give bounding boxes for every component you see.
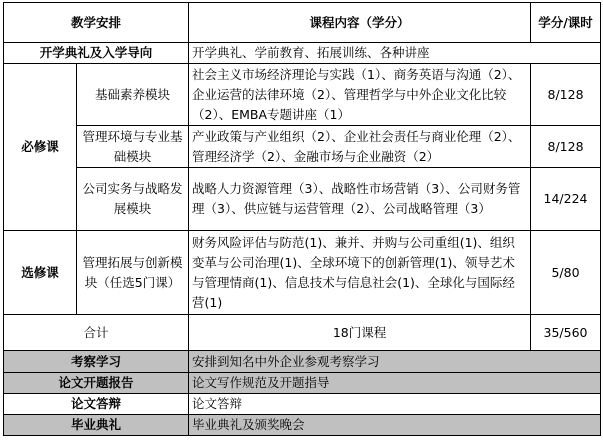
extra-content: 论文写作规范及开题指导	[189, 373, 601, 394]
module-name: 公司实务与战略发展模块	[77, 168, 189, 231]
extra-content: 安排到知名中外企业参观考察学习	[189, 351, 601, 373]
total-credits: 35/560	[531, 315, 601, 351]
elective-module: 管理拓展与创新模块（任选5门课）	[77, 231, 189, 315]
extra-label: 毕业典礼	[4, 415, 189, 436]
table-row	[4, 64, 601, 126]
header-row	[4, 3, 601, 43]
total-label: 合计	[4, 315, 189, 351]
table-row	[4, 373, 601, 394]
module-content: 产业政策与产业组织（2）、企业社会责任与商业伦理（2）、管理经济学（2）、金融市场与企业融资（2）	[189, 126, 531, 168]
total-content: 18门课程	[189, 315, 531, 351]
extra-content: 论文答辩	[189, 394, 601, 415]
module-content: 社会主义市场经济理论与实践（1）、商务英语与沟通（2）、企业运营的法律环境（2）、管理哲学与中外企业文化比较（2）、EMBA专题讲座（1）	[189, 64, 531, 126]
table-row	[4, 351, 601, 373]
extra-content: 毕业典礼及颁奖晚会	[189, 415, 601, 436]
elective-row	[4, 231, 601, 315]
module-credits: 8/128	[531, 64, 601, 126]
elective-label: 选修课	[4, 231, 77, 315]
elective-content: 财务风险评估与防范(1)、兼并、并购与公司重组(1)、组织变革与公司治理(1)、全球环境下的创新管理(1)、领导艺术与管理情商(1)、信息技术与信息社会(1)、全球化与国际经营(1)	[189, 231, 531, 315]
module-name: 基础素养模块	[77, 64, 189, 126]
module-credits: 8/128	[531, 126, 601, 168]
header-content: 课程内容（学分）	[189, 3, 531, 43]
extra-label: 论文开题报告	[4, 373, 189, 394]
opening-row	[4, 43, 601, 64]
module-name: 管理环境与专业基础模块	[77, 126, 189, 168]
total-row	[4, 315, 601, 351]
header-arrangement: 教学安排	[4, 3, 189, 43]
elective-credits: 5/80	[531, 231, 601, 315]
curriculum-table	[3, 2, 601, 436]
table-row	[4, 394, 601, 415]
opening-label: 开学典礼及入学导向	[4, 43, 189, 64]
extra-label: 考察学习	[4, 351, 189, 373]
module-content: 战略人力资源管理（3）、战略性市场营销（3）、公司财务管理（3）、供应链与运营管理（2）、公司战略管理（3）	[189, 168, 531, 231]
module-credits: 14/224	[531, 168, 601, 231]
table-row	[4, 126, 601, 168]
required-label: 必修课	[4, 64, 77, 231]
header-credits: 学分/课时	[531, 3, 601, 43]
table-row	[4, 415, 601, 436]
extra-label: 论文答辩	[4, 394, 189, 415]
opening-content: 开学典礼、学前教育、拓展训练、各种讲座	[189, 43, 601, 64]
table-row	[4, 168, 601, 231]
